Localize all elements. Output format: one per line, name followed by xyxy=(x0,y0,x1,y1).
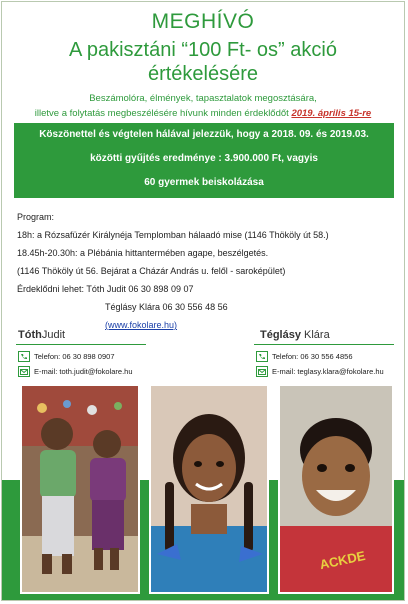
program-item-address: (1146 Thököly út 56. Bejárat a Cházár András u. felől - saroképület) xyxy=(17,266,286,276)
invitation-page xyxy=(1,1,405,601)
girl-braids-photo xyxy=(149,384,269,594)
smiling-boy-photo xyxy=(278,384,394,594)
phone-icon xyxy=(18,351,30,362)
event-title-line2: értékelésére xyxy=(147,63,259,85)
event-date: 2019. április 15-re xyxy=(291,108,372,119)
program-item-agape: 18.45h-20.30h: a Plébánia hittantermében agape, beszélgetés. xyxy=(17,248,269,258)
contact-first-name: Téglásy xyxy=(260,329,301,341)
program-item-mass: 18h: a Rózsafüzér Királynéja Templomban hálaadó mise (1146 Thököly út 58.) xyxy=(17,230,329,240)
program-heading: Program: xyxy=(17,212,55,222)
contact-phone-toth xyxy=(18,351,115,362)
phone-icon xyxy=(256,351,268,362)
website-link[interactable]: (www.fokolare.hu) xyxy=(105,320,178,330)
program-info: Érdeklődni lehet: Tóth Judit 06 30 898 09 07 xyxy=(17,284,194,294)
program-website xyxy=(17,319,402,337)
envelope-icon xyxy=(256,366,268,377)
intro-line1: Beszámolóra, élmények, tapasztalatok megosztására, xyxy=(89,93,317,104)
contact-email-toth xyxy=(18,366,133,377)
contact-phone-text: Telefon: 06 30 898 0907 xyxy=(34,352,115,361)
invitation-heading: MEGHÍVÓ xyxy=(151,10,255,33)
contact-first-name: Tóth xyxy=(18,329,42,341)
program-section xyxy=(17,211,402,337)
two-boys-photo xyxy=(20,384,140,594)
contact-name-teglasy xyxy=(260,329,330,341)
envelope-icon xyxy=(18,366,30,377)
contact-email-text[interactable]: E-mail: teglasy.klara@fokolare.hu xyxy=(272,367,384,376)
banner-line3: 60 gyermek beiskolázása xyxy=(144,177,264,188)
contact-phone-teglasy xyxy=(256,351,353,362)
contact-name-toth xyxy=(18,329,65,341)
thanks-banner xyxy=(14,123,394,198)
contact-email-teglasy xyxy=(256,366,384,377)
contact-divider xyxy=(254,344,394,345)
intro-line2-text: illetve a folytatás megbeszélésére hívunk minden érdeklődőt xyxy=(34,108,289,119)
shirt-print: ACKDE xyxy=(318,547,367,573)
contact-divider xyxy=(16,344,146,345)
event-title-line1: A pakisztáni “100 Ft- os” akció xyxy=(69,39,337,61)
banner-line2: közötti gyűjtés eredménye : 3.900.000 Ft, vagyis xyxy=(90,153,318,164)
contact-phone-text: Telefon: 06 30 556 4856 xyxy=(272,352,353,361)
contact-email-text[interactable]: E-mail: toth.judit@fokolare.hu xyxy=(34,367,133,376)
banner-line1: Köszönettel és végtelen hálával jelezzük, hogy a 2018. 09. és 2019.03. xyxy=(39,129,369,140)
event-title xyxy=(2,38,404,86)
intro-line2 xyxy=(2,108,404,119)
contact-last-name: Klára xyxy=(304,329,330,341)
contact-last-name: Judit xyxy=(41,329,66,341)
program-info-line2: Téglásy Klára 06 30 556 48 56 xyxy=(105,302,228,312)
